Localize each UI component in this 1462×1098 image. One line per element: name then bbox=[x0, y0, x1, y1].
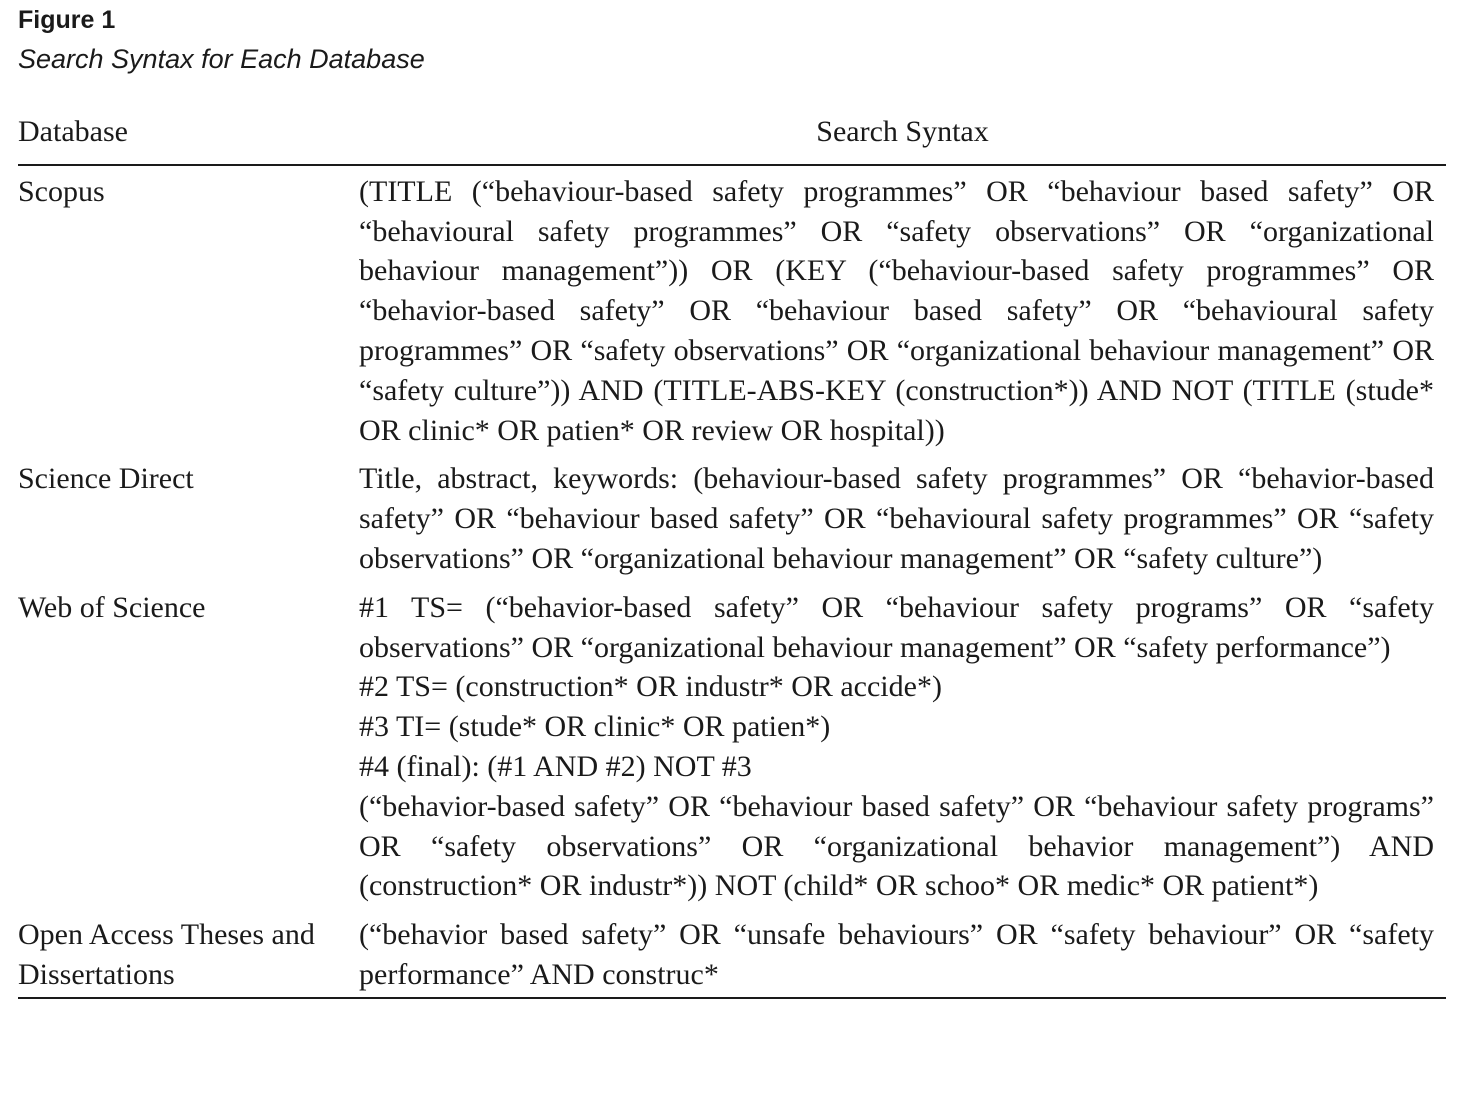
syntax-line-2: #2 TS= (construction* OR industr* OR accide*) bbox=[359, 670, 942, 704]
table-body bbox=[18, 165, 1446, 998]
database-cell: Science Direct bbox=[18, 462, 194, 496]
syntax-line-1: #1 TS= (“behavior-based safety” OR “behaviour safety programs” OR “safety observations” OR “organizational behaviour management” OR “safety performance”) bbox=[359, 590, 1434, 664]
database-cell: Scopus bbox=[18, 174, 105, 208]
syntax-cell bbox=[359, 588, 1446, 915]
syntax-cell: Title, abstract, keywords: (behaviour-based safety programmes” OR “behavior-based safety” OR “behaviour based safety” OR “behavioural safety programmes” OR “safety observations” OR “organizational behaviour management” OR “safety culture”) bbox=[359, 462, 1434, 575]
table-row-science-direct bbox=[18, 459, 1446, 587]
database-cell: Open Access Theses and Dissertations bbox=[18, 915, 359, 998]
figure-label: Figure 1 bbox=[18, 6, 116, 34]
column-header-search-syntax: Search Syntax bbox=[359, 108, 1446, 165]
syntax-line-4: #4 (final): (#1 AND #2) NOT #3 bbox=[359, 749, 752, 783]
table-row-scopus bbox=[18, 165, 1446, 460]
figure-caption: Search Syntax for Each Database bbox=[18, 44, 425, 74]
column-header-database: Database bbox=[18, 108, 359, 165]
header-row bbox=[18, 108, 1446, 165]
table-header bbox=[18, 108, 1446, 165]
syntax-line-3: #3 TI= (stude* OR clinic* OR patien*) bbox=[359, 710, 831, 744]
syntax-cell: (TITLE (“behaviour-based safety programmes” OR “behaviour based safety” OR “behavioural safety programmes” OR “safety observations” OR “organizational behaviour management”)) OR (KEY (“behaviour-based safety programmes” OR “behavior-based safety” OR “behaviour based safety” OR “behavioural safety programmes” OR “safety observations” OR “organizational behaviour management” OR “safety culture”)) AND (TITLE-ABS-KEY (construction*)) AND NOT (TITLE (stude* OR clinic* OR patien* OR review OR hospital)) bbox=[359, 174, 1434, 447]
database-cell: Web of Science bbox=[18, 590, 206, 624]
table-row-oatd bbox=[18, 915, 1446, 998]
syntax-line-5: (“behavior-based safety” OR “behaviour based safety” OR “behaviour safety programs” OR “safety observations” OR “organizational behavior management”) AND (construction* OR industr*)) NOT (child* OR schoo* OR medic* OR patient*) bbox=[359, 789, 1434, 903]
syntax-cell: (“behavior based safety” OR “unsafe behaviours” OR “safety behaviour” OR “safety performance” AND construc* bbox=[359, 915, 1446, 998]
table-row-web-of-science bbox=[18, 588, 1446, 915]
search-syntax-table bbox=[18, 108, 1446, 999]
